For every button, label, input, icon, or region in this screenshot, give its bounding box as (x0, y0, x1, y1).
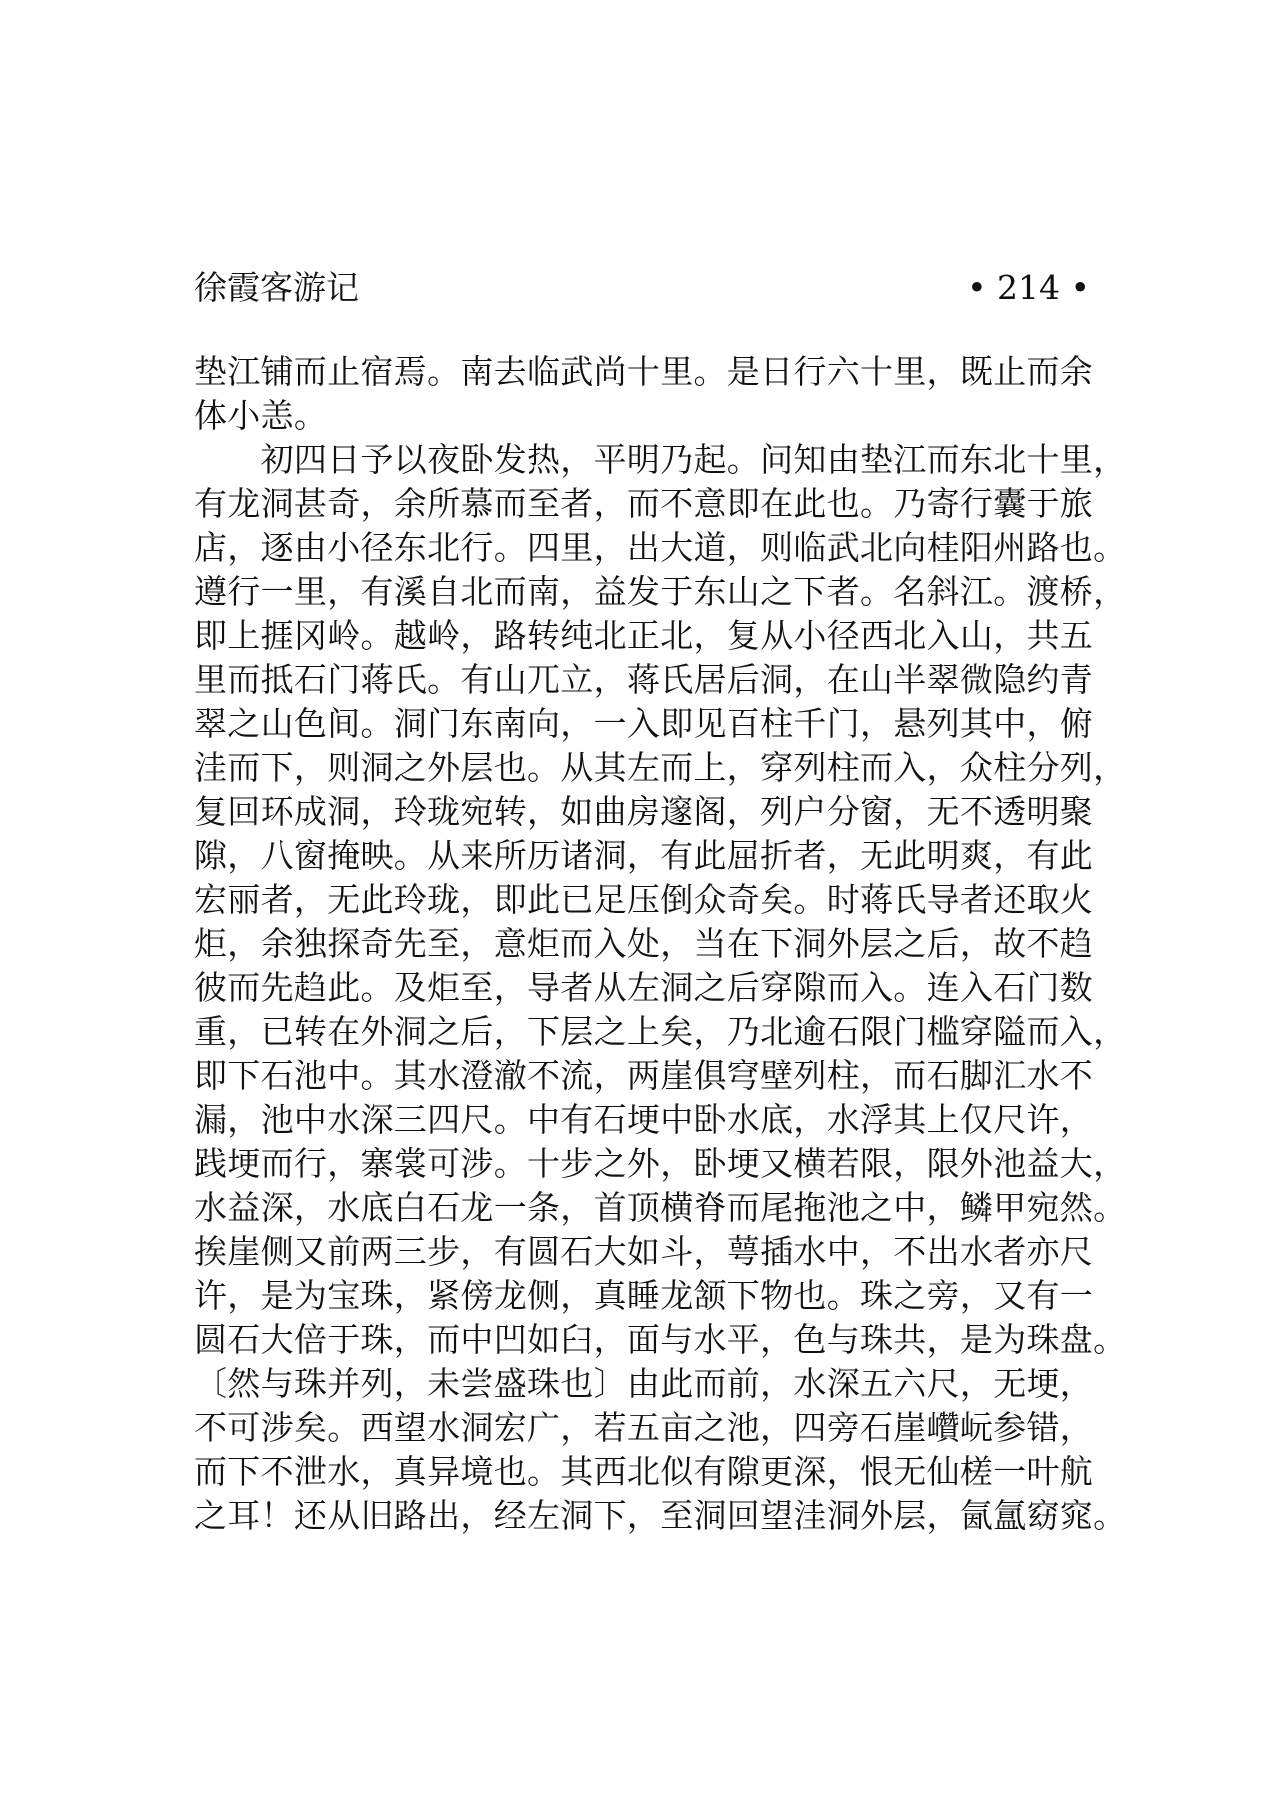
text-line: 重，已转在外洞之后，下层之上矣，乃北逾石限门槛穿隘而入， (194, 1012, 1127, 1051)
text-line: 〔然与珠并列，未尝盛珠也〕由此而前，水深五六尺，无埂， (194, 1364, 1094, 1403)
text-line: 践埂而行，寨裳可涉。十步之外，卧埂又横若限，限外池益大， (194, 1144, 1127, 1183)
text-line: 挨崖侧又前两三步，有圆石大如斗，萼插水中，不出水者亦尺 (194, 1232, 1094, 1271)
text-line: 翠之山色间。洞门东南向，一入即见百柱千门，悬列其中，俯 (194, 704, 1094, 743)
text-line: 有龙洞甚奇，余所慕而至者，而不意即在此也。乃寄行囊于旅 (194, 484, 1094, 523)
book-title: 徐霞客游记 (194, 268, 359, 307)
text-line: 初四日予以夜卧发热，平明乃起。问知由垫江而东北十里， (194, 440, 1127, 479)
text-line: 洼而下，则洞之外层也。从其左而上，穿列柱而入，众柱分列， (194, 748, 1127, 787)
text-line: 炬，余独探奇先至，意炬而入处，当在下洞外层之后，故不趋 (194, 924, 1094, 963)
text-line: 不可涉矣。西望水洞宏广，若五亩之池，四旁石崖巑岏参错， (194, 1408, 1094, 1447)
text-line: 而下不泄水，真异境也。其西北似有隙更深，恨无仙槎一叶航 (194, 1452, 1094, 1491)
text-line: 即上捱冈岭。越岭，路转纯北正北，复从小径西北入山，共五 (194, 616, 1094, 655)
text-line: 店，逐由小径东北行。四里，出大道，则临武北向桂阳州路也。 (194, 528, 1127, 567)
text-line: 垫江铺而止宿焉。南去临武尚十里。是日行六十里，既止而余 (194, 352, 1094, 391)
text-line: 遵行一里，有溪自北而南，益发于东山之下者。名斜江。渡桥， (194, 572, 1127, 611)
text-line: 宏丽者，无此玲珑，即此已足压倒众奇矣。时蒋氏导者还取火 (194, 880, 1094, 919)
page-number: • 214 • (967, 268, 1090, 307)
body-text (194, 350, 1127, 1538)
text-line: 之耳！还从旧路出，经左洞下，至洞回望洼洞外层，氤氲窈窕。 (194, 1496, 1127, 1535)
text-line: 水益深，水底白石龙一条，首顶横脊而尾拖池之中，鳞甲宛然。 (194, 1188, 1127, 1227)
text-line: 体小恙。 (194, 396, 328, 435)
text-line: 圆石大倍于珠，而中凹如臼，面与水平，色与珠共，是为珠盘。 (194, 1320, 1127, 1359)
text-line: 复回环成洞，玲珑宛转，如曲房邃阁，列户分窗，无不透明聚 (194, 792, 1094, 831)
text-line: 许，是为宝珠，紧傍龙侧，真睡龙颔下物也。珠之旁，又有一 (194, 1276, 1094, 1315)
page-header (194, 266, 1090, 310)
text-line: 彼而先趋此。及炬至，导者从左洞之后穿隙而入。连入石门数 (194, 968, 1094, 1007)
text-line: 隙，八窗掩映。从来所历诸洞，有此屈折者，无此明爽，有此 (194, 836, 1094, 875)
text-line: 即下石池中。其水澄澈不流，两崖俱穹壁列柱，而石脚汇水不 (194, 1056, 1094, 1095)
text-line: 里而抵石门蒋氏。有山兀立，蒋氏居后洞，在山半翠微隐约青 (194, 660, 1094, 699)
text-line: 漏，池中水深三四尺。中有石埂中卧水底，水浮其上仅尺许， (194, 1100, 1094, 1139)
